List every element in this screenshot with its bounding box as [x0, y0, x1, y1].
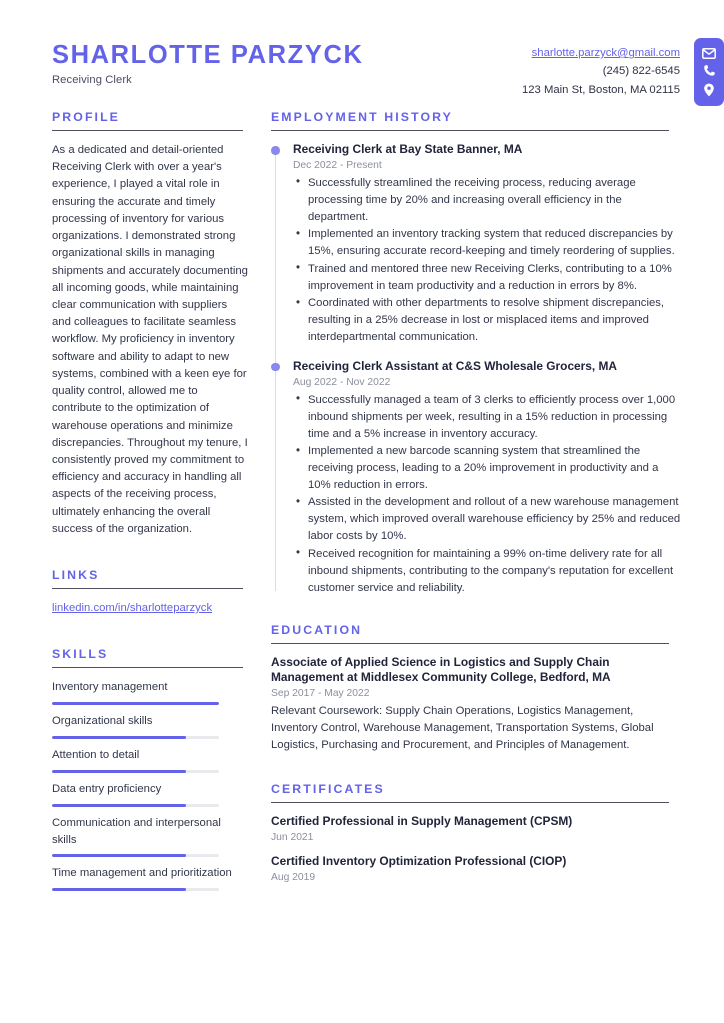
skill-item [52, 747, 239, 773]
certificate-entry [271, 814, 682, 843]
profile-divider [52, 130, 243, 131]
skill-name: Data entry proficiency [52, 782, 162, 795]
employment-bullet: • Trained and mentored three new Receiving Clerks, contributing to a 10% improvement in team productivity and a reduction in errors by 8%. [293, 261, 682, 295]
skill-item [52, 679, 239, 705]
section-links [52, 568, 239, 617]
skill-bar-fill [52, 888, 186, 891]
certificate-date: Jun 2021 [271, 832, 314, 844]
skill-name: Organizational skills [52, 714, 153, 727]
employment-date: Aug 2022 - Nov 2022 [293, 376, 391, 388]
employment-heading: EMPLOYMENT HISTORY [271, 110, 453, 124]
education-date: Sep 2017 - May 2022 [271, 688, 370, 700]
header-identity [52, 40, 363, 86]
links-divider [52, 588, 243, 589]
skill-bar-track [52, 854, 219, 857]
candidate-job-title: Receiving Clerk [52, 74, 132, 87]
location-pin-icon [703, 83, 715, 97]
employment-title: Receiving Clerk Assistant at C&S Wholesale Grocers, MA [293, 358, 618, 373]
certificate-title: Certified Inventory Optimization Professional (CIOP) [271, 854, 567, 869]
skill-bar-track [52, 804, 219, 807]
skill-bar-fill [52, 804, 186, 807]
employment-timeline [271, 142, 682, 597]
skill-name: Inventory management [52, 680, 168, 693]
employment-bullet: • Successfully managed a team of 3 clerks to efficiently process over 1,000 inbound shipments per week, resulting in a 15% reduction in processing time and a 5% increase in inventory accuracy. [293, 392, 682, 443]
right-column [239, 110, 724, 899]
contact-phone: (245) 822-6545 [602, 65, 680, 78]
section-profile [52, 110, 248, 538]
profile-heading: PROFILE [52, 110, 120, 124]
skill-bar-track [52, 702, 219, 705]
employment-divider [271, 130, 669, 131]
certificates-heading: CERTIFICATES [271, 782, 385, 797]
employment-date: Dec 2022 - Present [293, 159, 382, 171]
certificate-title: Certified Professional in Supply Management (CPSM) [271, 814, 573, 829]
skills-divider [52, 667, 243, 668]
certificate-date: Aug 2019 [271, 872, 316, 884]
skill-name: Communication and interpersonal skills [52, 816, 221, 846]
employment-bullet: • Received recognition for maintaining a 99% on-time delivery rate for all inbound shipments, contributing to the company's reputation for excellent customer service and reliability. [293, 546, 682, 597]
education-divider [271, 643, 669, 644]
links-heading: LINKS [52, 568, 100, 583]
contact-icon-rail [694, 38, 724, 106]
employment-entry [293, 359, 682, 597]
skills-heading: SKILLS [52, 646, 109, 661]
employment-bullets [293, 175, 682, 346]
contact-email[interactable]: sharlotte.parzyck@gmail.com [531, 47, 680, 59]
skill-bar-fill [52, 770, 186, 773]
resume-body [0, 110, 724, 899]
employment-entry [293, 142, 682, 346]
employment-bullet: • Implemented an inventory tracking system that reduced discrepancies by 15%, ensuring accurate record-keeping and timely reordering of supplies. [293, 226, 682, 260]
skill-bar-fill [52, 702, 219, 705]
section-certificates [271, 782, 682, 883]
employment-bullet: • Implemented a new barcode scanning system that streamlined the receiving process, leading to a 20% improvement in productivity and a 10% reduction in errors. [293, 443, 682, 494]
section-employment-history [271, 110, 682, 597]
contact-address: 123 Main St, Boston, MA 02115 [521, 83, 680, 96]
skill-item [52, 865, 239, 891]
link-item-linkedin[interactable]: linkedin.com/in/sharlotteparzyck [52, 602, 213, 615]
skill-bar-track [52, 888, 219, 891]
employment-bullet: • Successfully streamlined the receiving process, reducing average processing time by 20% and increasing overall efficiency in the department. [293, 175, 682, 226]
employment-bullets [293, 392, 682, 597]
envelope-icon [702, 48, 716, 59]
skill-bar-fill [52, 736, 186, 739]
left-column [0, 110, 248, 899]
skill-name: Attention to detail [52, 748, 140, 761]
skill-item [52, 815, 239, 858]
phone-icon [703, 64, 716, 77]
section-skills [52, 647, 239, 892]
employment-title: Receiving Clerk at Bay State Banner, MA [293, 142, 523, 156]
contact-details [522, 44, 680, 99]
resume-header [0, 0, 724, 110]
timeline-dot-icon [271, 146, 280, 155]
education-description: Relevant Coursework: Supply Chain Operations, Logistics Management, Inventory Control, Warehouse Management, Transportation Systems, Global Logistics, Purchasing and Procurement, and Principles of Management. [271, 705, 654, 752]
skill-item [52, 713, 239, 739]
skill-bar-track [52, 736, 219, 739]
section-education [271, 623, 682, 755]
employment-bullet: • Assisted in the development and rollout of a new warehouse management system, which improved overall warehouse efficiency by 25% and reduced labor costs by 10%. [293, 494, 682, 545]
certificates-divider [271, 802, 669, 803]
education-entry [271, 655, 682, 755]
skill-bar-track [52, 770, 219, 773]
certificate-entry [271, 854, 682, 883]
profile-text: As a dedicated and detail-oriented Receiving Clerk with over a year's experience, I played a vital role in ensuring the accurate and timely processing of inventory for various organizations. I demonstrated strong organizational skills in managing shipments and accurately documenting all incoming goods, while maintaining clear communication with suppliers and colleagues to facilitate seamless workflow. My proficiency in inventory software and ability to adapt to new systems, combined with a keen eye for quality control, allowed me to contribute to the optimization of warehouse operations and minimize discrepancies. Throughout my tenure, I consistently proved my commitment to efficiency and accuracy in handling all aspects of the receiving process, ultimately enhancing the overall success of the organization. [52, 144, 248, 535]
education-title: Associate of Applied Science in Logistics and Supply Chain Management at Middlesex Community College, Bedford, MA [271, 654, 611, 685]
skill-name: Time management and prioritization [52, 867, 232, 880]
candidate-name: SHARLOTTE PARZYCK [52, 41, 364, 69]
skill-bar-fill [52, 854, 186, 857]
employment-bullet: • Coordinated with other departments to resolve shipment discrepancies, resulting in a 25% decrease in lost or misplaced items and improved interdepartmental communication. [293, 295, 682, 346]
education-heading: EDUCATION [271, 622, 363, 637]
timeline-dot-icon [271, 363, 280, 372]
skill-item [52, 781, 239, 807]
